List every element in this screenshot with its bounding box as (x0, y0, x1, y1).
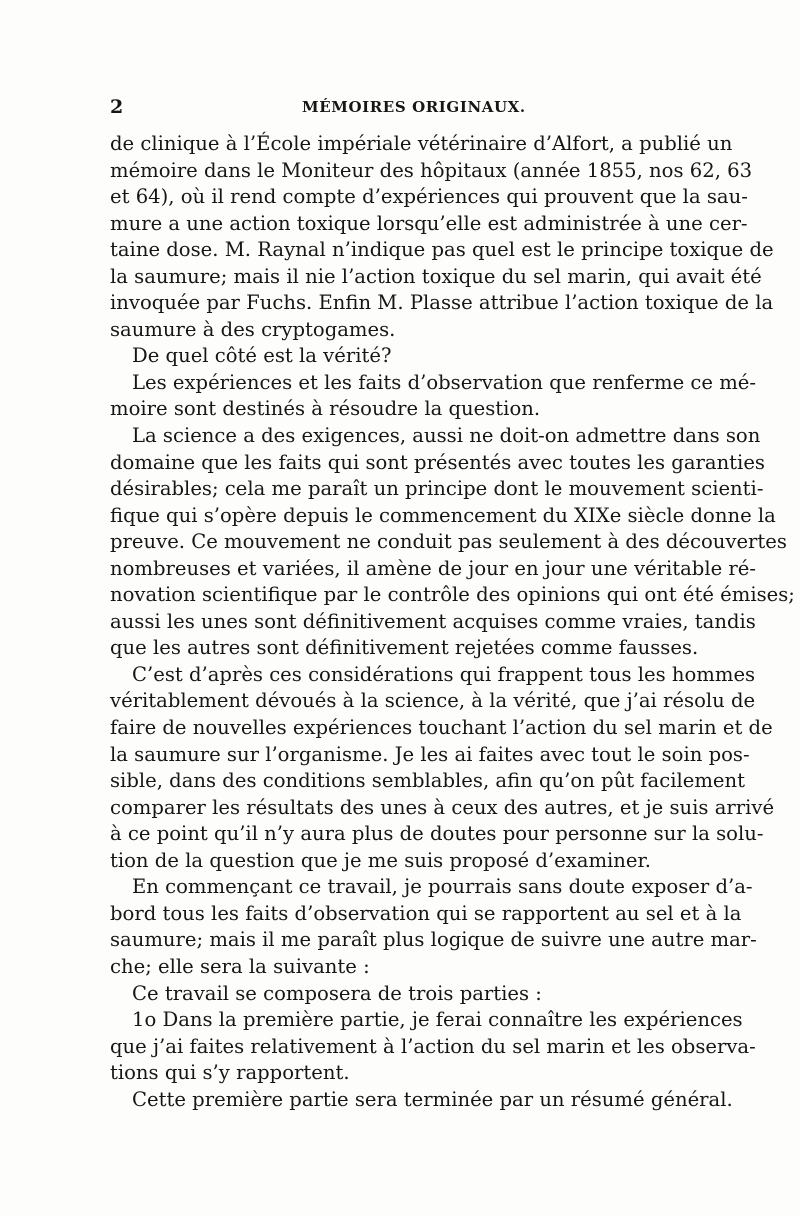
text-line: de clinique à l’École impériale vétérinaire d’Alfort, a publié un (110, 132, 733, 155)
text-line: novation scientifique par le contrôle des opinions qui ont été émises; (110, 583, 795, 607)
text-line: bord tous les faits d’observation qui se rapportent au sel et à la (110, 901, 742, 925)
text-line: fique qui s’opère depuis le commencement du XIXe siècle donne la (110, 503, 776, 527)
page-number: 2 (110, 96, 124, 118)
text-line: que j’ai faites relativement à l’action du sel marin et les observa- (110, 1034, 756, 1058)
text-line: En commençant ce travail, je pourrais sans doute exposer d’a- (132, 875, 753, 899)
text-line: moire sont destinés à résoudre la question. (110, 397, 541, 421)
text-line: domaine que les faits qui sont présentés avec toutes les garanties (110, 450, 765, 474)
text-line: désirables; cela me paraît un principe dont le mouvement scienti- (110, 477, 764, 501)
text-line: C’est d’après ces considérations qui frappent tous les hommes (132, 662, 756, 686)
text-line: taine dose. M. Raynal n’indique pas quel est le principe toxique de (110, 238, 774, 262)
text-line: saumure; mais il me paraît plus logique de suivre une autre mar- (110, 928, 757, 952)
text-line: 1o Dans la première partie, je ferai connaître les expériences (132, 1008, 743, 1032)
text-line: saumure à des cryptogames. (110, 317, 396, 341)
page-header (110, 96, 700, 122)
text-line: De quel côté est la vérité? (132, 344, 392, 368)
text-line: Ce travail se composera de trois parties : (132, 981, 542, 1005)
text-line: mémoire dans le Moniteur des hôpitaux (année 1855, nos 62, 63 (110, 158, 753, 182)
text-line: faire de nouvelles expériences touchant l’action du sel marin et de (110, 716, 773, 740)
running-head: MÉMOIRES ORIGINAUX. (302, 98, 526, 116)
text-line: à ce point qu’il n’y aura plus de doutes pour personne sur la solu- (110, 822, 764, 846)
text-line: mure a une action toxique lorsqu’elle est administrée à une cer- (110, 211, 748, 235)
text-line: tions qui s’y rapportent. (110, 1061, 350, 1085)
text-line: nombreuses et variées, il amène de jour en jour une véritable ré- (110, 556, 757, 580)
text-line: que les autres sont définitivement rejetées comme fausses. (110, 636, 699, 660)
body-text (110, 131, 795, 1113)
text-line: la saumure; mais il nie l’action toxique du sel marin, qui avait été (110, 264, 762, 288)
text-line: la saumure sur l’organisme. Je les ai faites avec tout le soin pos- (110, 742, 750, 766)
text-line: comparer les résultats des unes à ceux des autres, et je suis arrivé (110, 795, 775, 819)
text-line: aussi les unes sont définitivement acquises comme vraies, tandis (110, 609, 756, 633)
text-line: et 64), où il rend compte d’expériences qui prouvent que la sau- (110, 185, 748, 209)
text-line: véritablement dévoués à la science, à la vérité, que j’ai résolu de (110, 689, 756, 713)
text-line: Cette première partie sera terminée par un résumé général. (132, 1087, 733, 1111)
text-line: invoquée par Fuchs. Enfin M. Plasse attribue l’action toxique de la (110, 291, 774, 315)
text-line: preuve. Ce mouvement ne conduit pas seulement à des découvertes (110, 530, 787, 554)
text-line: Les expériences et les faits d’observation que renferme ce mé- (132, 370, 757, 394)
text-line: La science a des exigences, aussi ne doit-on admettre dans son (132, 424, 761, 448)
text-line: che; elle sera la suivante : (110, 954, 370, 978)
text-line: sible, dans des conditions semblables, afin qu’on pût facilement (110, 769, 746, 793)
text-line: tion de la question que je me suis proposé d’examiner. (110, 848, 651, 872)
